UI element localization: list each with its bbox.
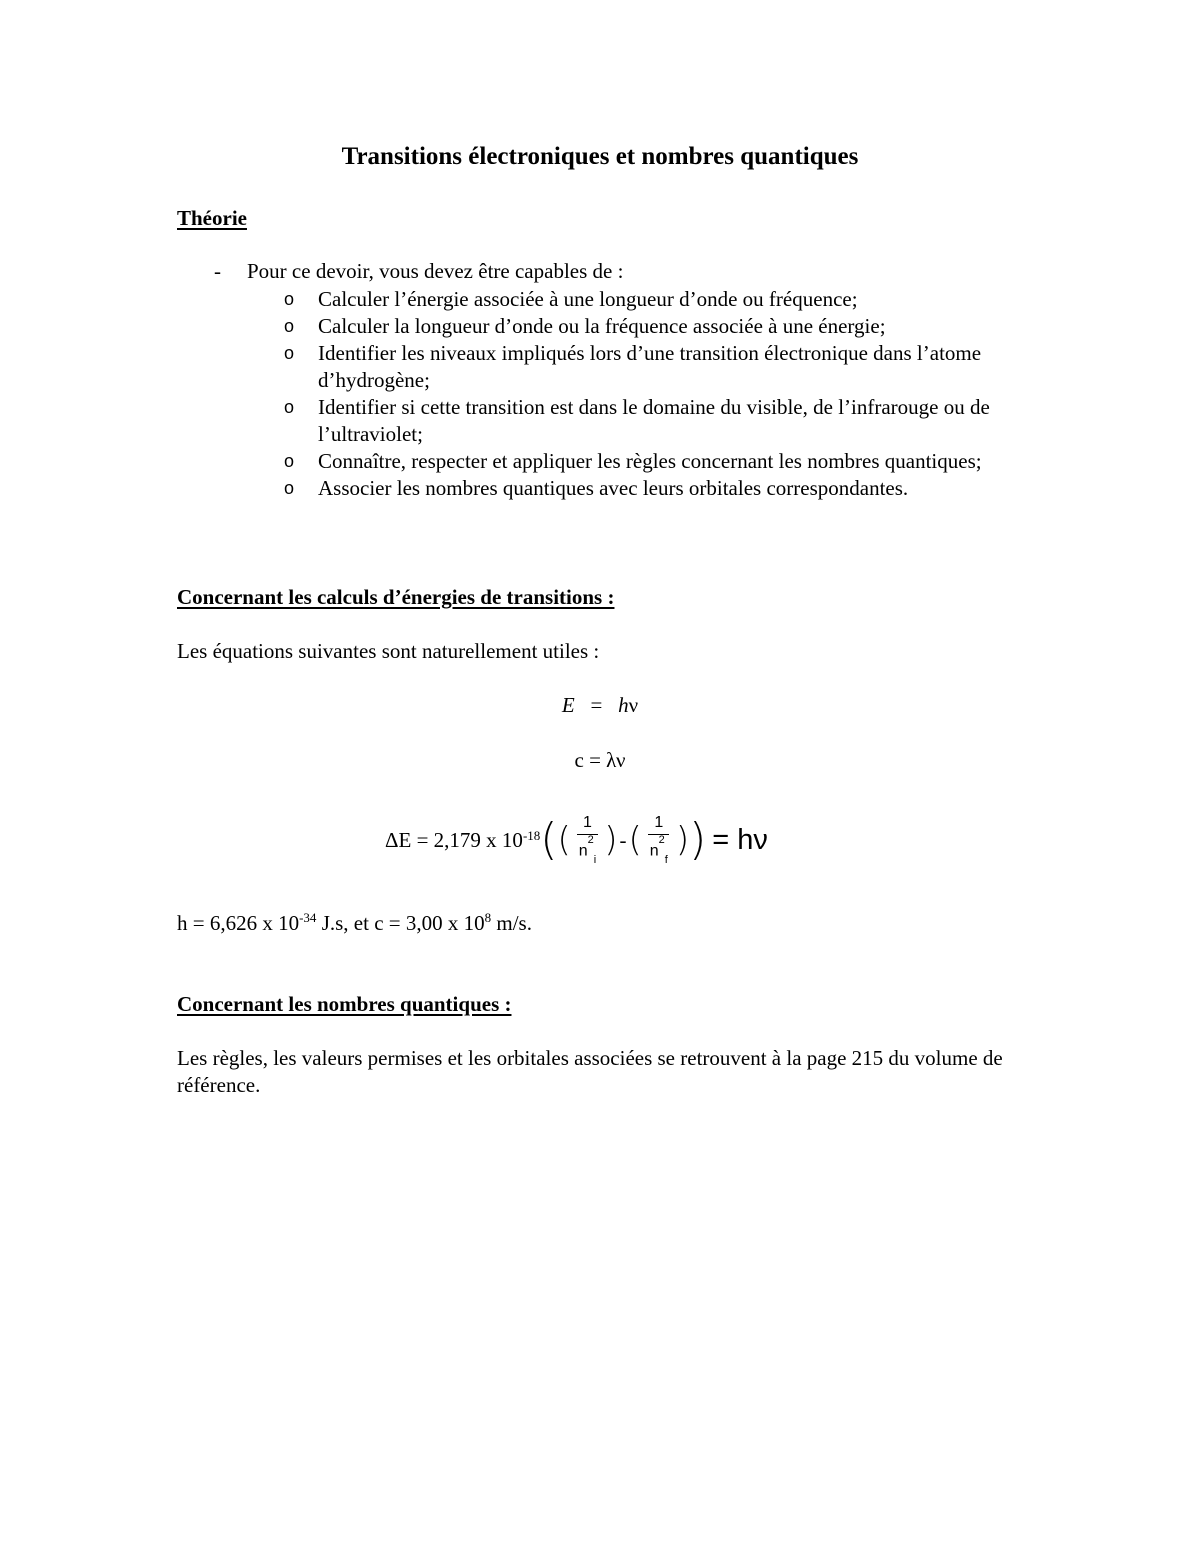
list-item — [284, 394, 1044, 448]
quantum-heading: Concernant les nombres quantiques : — [177, 992, 512, 1016]
energy-heading: Concernant les calculs d’énergies de transitions : — [177, 585, 615, 609]
list-item — [284, 448, 1044, 475]
eq-e: E — [561, 693, 575, 717]
list-item-text: Identifier les niveaux impliqués lors d’une transition électronique dans l’atome d’hydrogène; — [318, 341, 982, 392]
bullet-marker: o — [284, 397, 295, 417]
energy-intro: Les équations suivantes sont naturellement utiles : — [177, 639, 600, 663]
document-title: Transitions électroniques et nombres quantiques — [341, 143, 859, 170]
constant-h: h = 6,626 x 10 — [177, 911, 300, 935]
constant-c-unit: m/s. — [491, 911, 532, 935]
theory-heading: Théorie — [177, 206, 247, 230]
bullet-marker: o — [284, 451, 295, 471]
quantum-text: Les règles, les valeurs permises et les orbitales associées se retrouvent à la page 215 du volume de référence. — [177, 1046, 1003, 1097]
list-item-text: Calculer l’énergie associée à une longueur d’onde ou fréquence; — [318, 287, 858, 311]
equation-delta-e — [385, 800, 768, 880]
constant-h-exponent: -34 — [299, 910, 317, 925]
equation-c-lambda-nu: c = λν — [574, 748, 626, 772]
eq-nu: ν — [628, 693, 639, 717]
list-item — [284, 340, 1044, 394]
outer-close-paren: ) — [689, 814, 707, 865]
constant-c-exponent: 8 — [484, 910, 492, 925]
fraction-ni — [573, 812, 602, 868]
objectives-list — [284, 286, 1044, 502]
list-item — [284, 313, 1044, 340]
inner-close-paren: ) — [675, 820, 690, 860]
fraction-nf-denominator: $n^2_f$ — [649, 834, 668, 866]
list-item-text: Identifier si cette transition est dans le domaine du visible, de l’infrarouge ou de l’ultraviolet; — [318, 395, 990, 446]
theory-intro-line — [214, 259, 623, 284]
constant-c: J.s, et c = 3,00 x 10 — [316, 911, 485, 935]
fraction-nf-numerator: 1 — [648, 812, 669, 835]
inner-close-paren: ) — [604, 820, 618, 860]
bullet-marker: o — [284, 316, 295, 336]
equation-e-hv — [0, 693, 1200, 718]
fraction-ni-numerator: 1 — [577, 812, 598, 835]
delta-e-lhs: ΔE = 2,179 x 10 — [385, 827, 523, 852]
constants-line — [177, 910, 532, 936]
delta-e-exponent: -18 — [522, 828, 541, 843]
minus-sign: - — [619, 827, 627, 852]
fraction-ni-denominator: $n^2_i$ — [578, 834, 597, 866]
theory-intro: Pour ce devoir, vous devez être capables de : — [247, 259, 624, 283]
delta-e-rhs: = hν — [712, 823, 768, 856]
bullet-marker: o — [284, 289, 295, 309]
list-item-text: Connaître, respecter et appliquer les règles concernant les nombres quantiques; — [318, 449, 982, 473]
dash-marker: - — [214, 259, 221, 283]
list-item-text: Calculer la longueur d’onde ou la fréquence associée à une énergie; — [318, 314, 886, 338]
eq-h: h — [618, 693, 629, 717]
inner-open-paren: ( — [628, 820, 642, 860]
fraction-nf — [644, 812, 674, 868]
list-item-text: Associer les nombres quantiques avec leurs orbitales correspondantes. — [318, 476, 909, 500]
bullet-marker: o — [284, 478, 295, 498]
list-item — [284, 475, 1044, 502]
inner-open-paren: ( — [557, 820, 571, 860]
list-item — [284, 286, 1044, 313]
eq-equals: = — [590, 693, 603, 717]
outer-open-paren: ( — [540, 814, 558, 865]
bullet-marker: o — [284, 343, 295, 363]
